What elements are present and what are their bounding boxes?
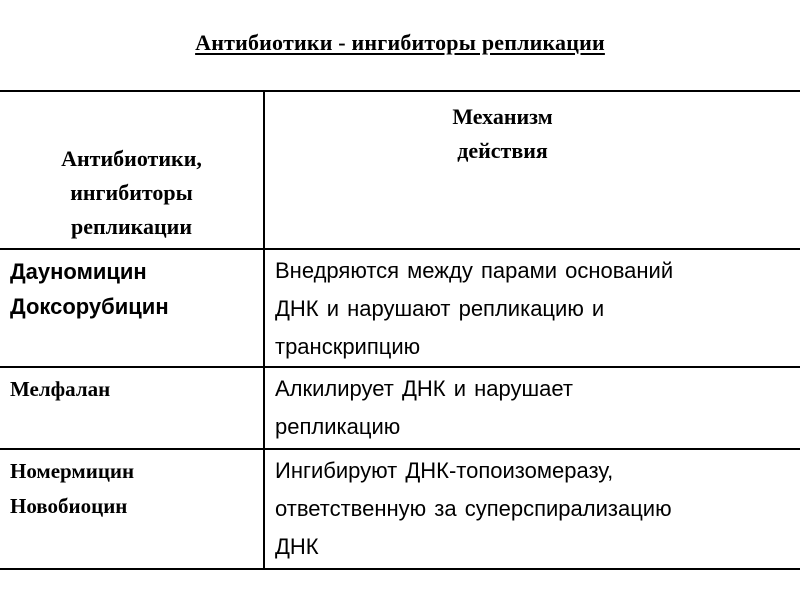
antibiotic-name-cell [0,367,264,449]
header-line: действия [457,138,548,163]
antibiotic-name-cell [0,449,264,569]
antibiotic-name: Доксорубицин [10,294,169,319]
mechanism-line: транскрипцию [275,334,421,359]
mechanism-line: репликацию [275,414,401,439]
mechanism-line: ДНК [275,534,319,559]
mechanism-line: Алкилирует ДНК и нарушает [275,376,573,401]
mechanism-line: ответственную за суперспирализацию [275,496,672,521]
table [0,90,800,570]
table-header-row [0,91,800,249]
antibiotic-name-cell [0,249,264,367]
table-row [0,367,800,449]
header-line: ингибиторы [70,180,193,205]
mechanism-cell [264,449,800,569]
table-row [0,249,800,367]
antibiotic-name: Дауномицин [10,259,147,284]
header-line: репликации [70,214,193,239]
antibiotics-table [0,90,800,570]
header-cell-mechanism [264,91,800,249]
mechanism-cell [264,249,800,367]
header-line: Антибиотики, [61,146,202,171]
table-row [0,449,800,569]
antibiotic-name: Мелфалан [10,377,111,401]
mechanism-line: ДНК и нарушают репликацию и [275,296,605,321]
header-line: Механизм [452,104,553,129]
page-title-text: Антибиотики - ингибиторы репликации [195,30,605,55]
mechanism-line: Внедряются между парами оснований [275,258,674,283]
antibiotic-name: Новобиоцин [10,494,128,518]
mechanism-cell [264,367,800,449]
mechanism-line: Ингибируют ДНК-топоизомеразу, [275,458,614,483]
header-cell-antibiotics [0,91,264,249]
page-title [0,30,800,56]
antibiotic-name: Номермицин [10,459,135,483]
